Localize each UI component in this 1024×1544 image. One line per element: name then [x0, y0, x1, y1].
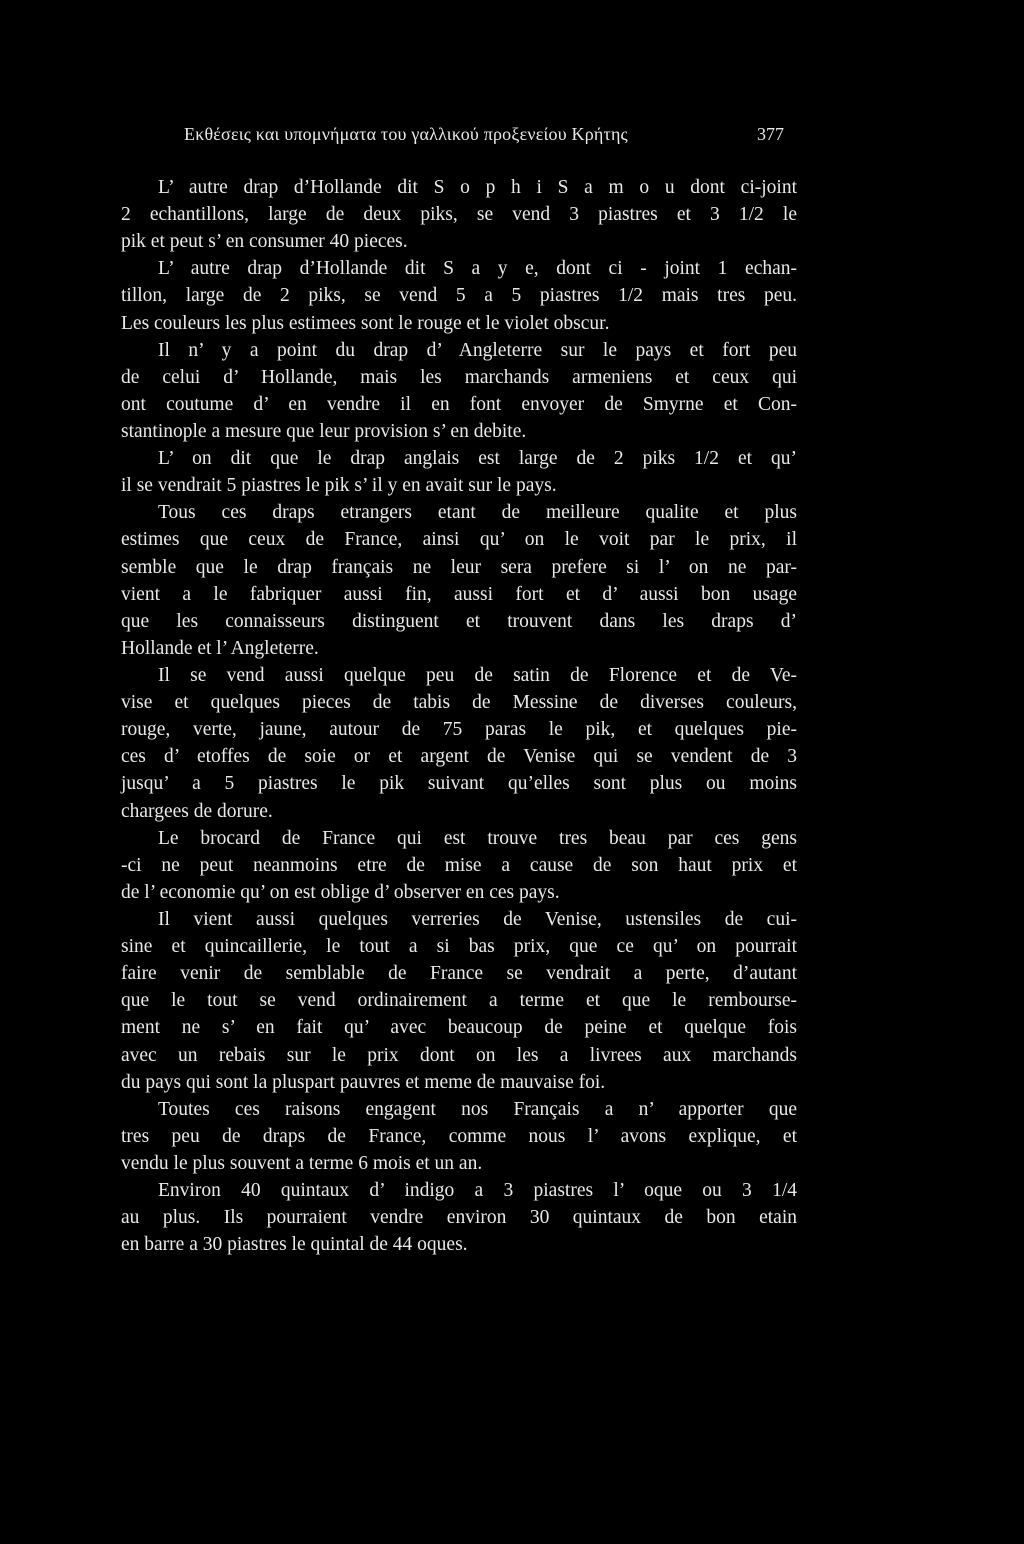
- text-line: semble que le drap français ne leur sera prefere si l’ on ne par-: [121, 556, 797, 578]
- paragraph: [121, 337, 797, 445]
- text-line: Toutes ces raisons engagent nos Français a n’ apporter que: [158, 1098, 797, 1120]
- text-line: L’ on dit que le drap anglais est large de 2 piks 1/2 et qu’: [158, 448, 797, 470]
- paragraph: [121, 906, 797, 1096]
- paragraph: [121, 1096, 797, 1177]
- text-line: de l’ economie qu’ on est oblige d’ observer en ces pays.: [121, 881, 560, 903]
- text-line: Les couleurs les plus estimees sont le rouge et le violet obscur.: [121, 312, 610, 334]
- text-line: L’ autre drap d’Hollande dit S a y e, dont ci - joint 1 echan-: [158, 258, 797, 280]
- text-line: du pays qui sont la pluspart pauvres et meme de mauvaise foi.: [121, 1071, 606, 1093]
- text-line: tillon, large de 2 piks, se vend 5 a 5 piastres 1/2 mais tres peu.: [121, 285, 797, 307]
- text-line: Hollande et l’ Angleterre.: [121, 637, 319, 659]
- text-line: 2 echantillons, large de deux piks, se vend 3 piastres et 3 1/2 le: [121, 204, 797, 226]
- text-line: ont coutume d’ en vendre il en font envoyer de Smyrne et Con-: [121, 393, 797, 415]
- text-line: vendu le plus souvent a terme 6 mois et un an.: [121, 1152, 483, 1174]
- paragraph: [121, 662, 797, 825]
- text-line: rouge, verte, jaune, autour de 75 paras le pik, et quelques pie-: [121, 719, 797, 741]
- text-line: il se vendrait 5 piastres le pik s’ il y en avait sur le pays.: [121, 475, 557, 497]
- paragraph: [121, 499, 797, 662]
- text-line: Il se vend aussi quelque peu de satin de Florence et de Ve-: [158, 664, 797, 686]
- paragraph: [121, 1177, 797, 1258]
- text-line: ment ne s’ en fait qu’ avec beaucoup de peine et quelque fois: [121, 1017, 797, 1039]
- text-line: Environ 40 quintaux d’ indigo a 3 piastres l’ oque ou 3 1/4: [158, 1180, 797, 1202]
- text-line: sine et quincaillerie, le tout a si bas prix, que ce qu’ on pourrait: [121, 936, 797, 958]
- text-line: vise et quelques pieces de tabis de Messine de diverses couleurs,: [121, 692, 797, 714]
- text-line: Il n’ y a point du drap d’ Angleterre sur le pays et fort peu: [158, 339, 797, 361]
- text-line: Le brocard de France qui est trouve tres beau par ces gens: [158, 827, 797, 849]
- paragraph: [121, 825, 797, 906]
- text-line: L’ autre drap d’Hollande dit S o p h i S a m o u dont ci-joint: [158, 177, 797, 198]
- text-line: en barre a 30 piastres le quintal de 44 oques.: [121, 1234, 468, 1256]
- text-line: vient a le fabriquer aussi fin, aussi fort et d’ aussi bon usage: [121, 583, 797, 605]
- text-line: que le tout se vend ordinairement a terme et que le rembourse-: [121, 990, 797, 1012]
- text-line: ces d’ etoffes de soie or et argent de Venise qui se vendent de 3: [121, 746, 797, 768]
- page-number: 377: [757, 124, 784, 144]
- text-line: de celui d’ Hollande, mais les marchands armeniens et ceux qui: [121, 366, 797, 388]
- text-line: Il vient aussi quelques verreries de Venise, ustensiles de cui-: [158, 908, 797, 930]
- text-line: au plus. Ils pourraient vendre environ 30 quintaux de bon etain: [121, 1207, 797, 1229]
- text-line: -ci ne peut neanmoins etre de mise a cause de son haut prix et: [121, 854, 797, 876]
- running-title: Εκθέσεις και υπομνήματα του γαλλικού προξενείου Κρήτης: [184, 124, 628, 144]
- running-header: [184, 124, 784, 154]
- text-line: estimes que ceux de France, ainsi qu’ on le voit par le prix, il: [121, 529, 797, 551]
- text-line: tres peu de draps de France, comme nous l’ avons explique, et: [121, 1125, 797, 1147]
- text-line: pik et peut s’ en consumer 40 pieces.: [121, 231, 408, 253]
- body-text: [121, 174, 797, 1258]
- text-line: faire venir de semblable de France se vendrait a perte, d’autant: [121, 963, 797, 985]
- paragraph: [121, 174, 797, 255]
- paragraph: [121, 255, 797, 336]
- text-line: stantinople a mesure que leur provision s’ en debite.: [121, 420, 527, 442]
- paragraph: [121, 445, 797, 499]
- text-line: jusqu’ a 5 piastres le pik suivant qu’elles sont plus ou moins: [121, 773, 797, 795]
- text-line: que les connaisseurs distinguent et trouvent dans les draps d’: [121, 610, 797, 632]
- text-line: Tous ces draps etrangers etant de meilleure qualite et plus: [158, 502, 797, 524]
- text-line: chargees de dorure.: [121, 800, 273, 822]
- text-line: avec un rebais sur le prix dont on les a livrees aux marchands: [121, 1044, 797, 1066]
